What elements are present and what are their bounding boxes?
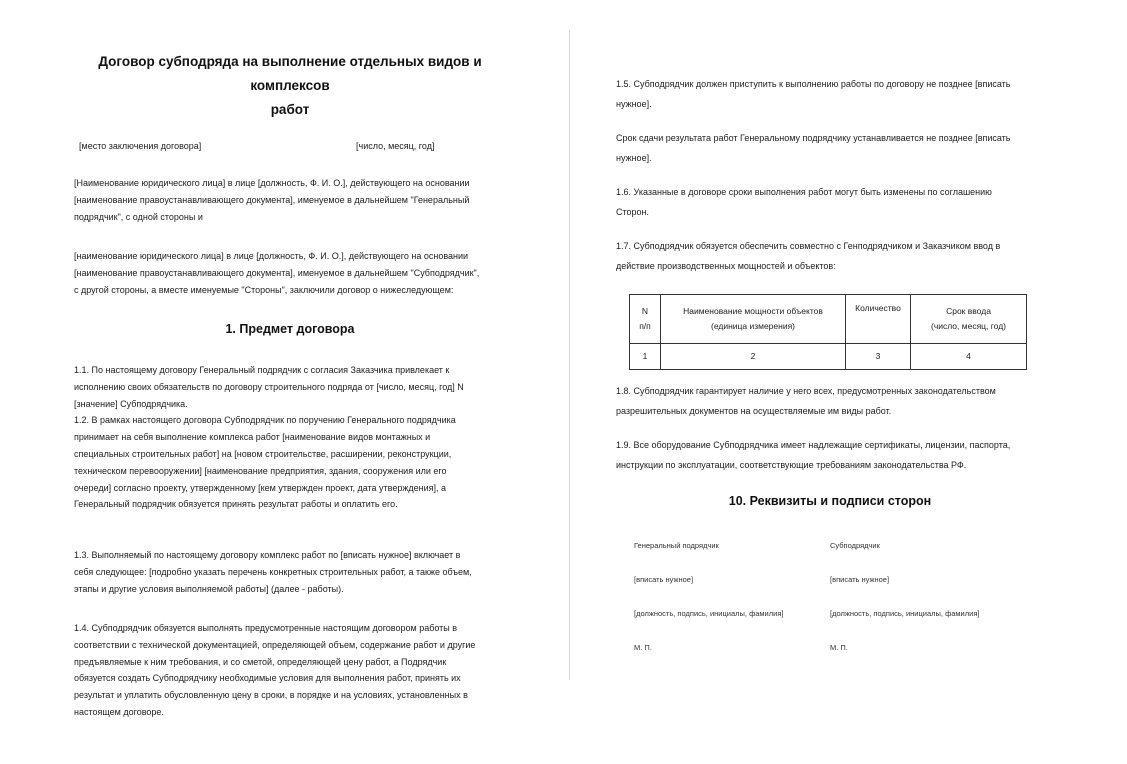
stamp-subcontractor: М. П. [830,643,848,652]
contract-place: [место заключения договора] [79,141,202,151]
clause-1-5: 1.5. Субподрядчик должен приступить к выполнению работы по договору не позднее [вписать нужное]. [616,79,1011,109]
document-title: Договор субподряда на выполнение отдельных видов и комплексов работ [98,54,482,117]
clause-1-4: 1.4. Субподрядчик обязуется выполнять предусмотренные настоящим договором работы в соответствии с технической документацией, определяющей объем, содержание работ и другие предъявляемые к ним требования, и со сметой, определяющей цену работ, а Подрядчик обязуется создать Субподрядчику необходимые условия для выполнения работ, принять их результат и уплатить обусловленную цену в сроки, в порядке и на условиях, установленных в настоящем договоре. [74,623,476,717]
table-cell: 2 [661,344,846,370]
table-header-cell: N п/п [630,295,661,344]
signature-subcontractor-sign: [должность, подпись, инициалы, фамилия] [830,609,980,618]
table-header-cell: Срок ввода (число, месяц, год) [911,295,1027,344]
table-cell: 3 [846,344,911,370]
clause-1-8: 1.8. Субподрядчик гарантирует наличие у него всех, предусмотренных законодательством разрешительных документов на осуществляемые им виды работ. [616,386,996,416]
table-header-cell: Наименование мощности объектов (единица измерения) [661,295,846,344]
section-10-title: 10. Реквизиты и подписи сторон [728,494,932,508]
signature-subcontractor-label: Субподрядчик [830,541,880,550]
table-cell: 4 [911,344,1027,370]
contract-date: [число, месяц, год] [356,141,435,151]
document-page-right [570,0,1127,764]
clauses-1-1-1-2: 1.1. По настоящему договору Генеральный подрядчик с согласия Заказчика привлекает к исполнению своих обязательств по договору строительного подряда от [число, месяц, год] N [значение] Субподрядчика. 1.2. В рамках настоящего договора Субподрядчик по поручению Генерального подрядчика принимает на себя выполнение комплекса работ [наименование видов монтажных и специальных строительных работ] на [новом строительстве, расширении, реконструкции, техническом перевооружении] [наименование предприятия, здания, сооружения или его очереди] согласно проекту, утвержденному [кем утвержден проект, дата утверждения], а Генеральный подрядчик обязуется принять результат работы и оплатить его. [74,365,464,510]
clause-1-3: 1.3. Выполняемый по настоящему договору комплекс работ по [вписать нужное] включает в себя следующее: [подробно указать перечень конкретных строительных работ, а также объем, этапы и другие условия выполняемой работы] (далее - работы). [74,550,472,594]
capacity-table [629,294,1027,370]
signature-general-contractor-sign: [должность, подпись, инициалы, фамилия] [634,609,784,618]
party-general-contractor: [Наименование юридического лица] в лице [должность, Ф. И. О.], действующего на основании [наименование правоустанавливающего документа], именуемое в дальнейшем "Генеральный подрядчик", с одной стороны и [74,178,470,222]
table-header-cell: Количество [846,295,911,344]
signature-general-contractor-label: Генеральный подрядчик [634,541,719,550]
stamp-general-contractor: М. П. [634,643,652,652]
clause-1-5-deadline: Срок сдачи результата работ Генеральному подрядчику устанавливается не позднее [вписать нужное]. [616,133,1011,163]
signature-general-contractor-fill: [вписать нужное] [634,575,694,584]
clause-1-7: 1.7. Субподрядчик обязуется обеспечить совместно с Генподрядчиком и Заказчиком ввод в действие производственных мощностей и объектов: [616,241,1001,271]
table-row [630,344,1027,370]
table-cell: 1 [630,344,661,370]
table-header-row [630,295,1027,344]
party-subcontractor: [наименование юридического лица] в лице [должность, Ф. И. О.], действующего на основании [наименование правоустанавливающего документа], именуемое в дальнейшем "Субподрядчик", с другой стороны, а вместе именуемые "Стороны", заключили договор о нижеследующем: [74,251,480,295]
clause-1-9: 1.9. Все оборудование Субподрядчика имеет надлежащие сертификаты, лицензии, паспорта, инструкции по эксплуатации, соответствующие требованиям законодательства РФ. [616,440,1011,470]
clause-1-6: 1.6. Указанные в договоре сроки выполнения работ могут быть изменены по соглашению Сторон. [616,187,992,217]
signature-subcontractor-fill: [вписать нужное] [830,575,890,584]
section-1-title: 1. Предмет договора [225,322,355,336]
